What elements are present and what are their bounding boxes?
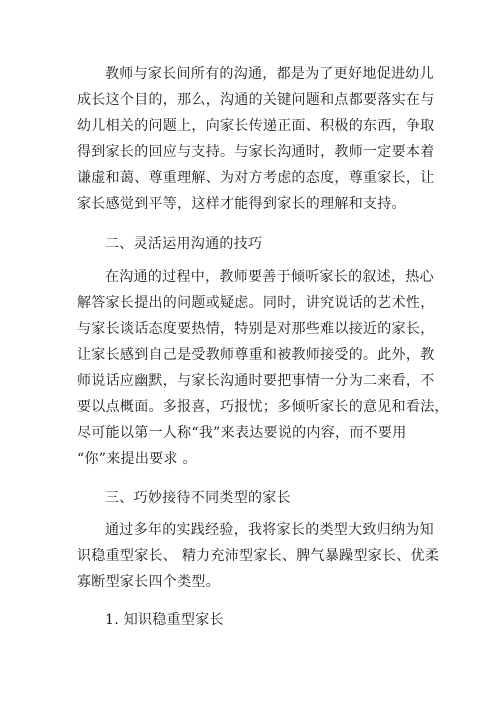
subheading-knowledgeable-steady-parents: 1. 知识稳重型家长 (105, 612, 224, 628)
text-line: 成长这个目的，那么，沟通的关键问题和点都要落实在与 (77, 92, 435, 108)
text-line: 教师与家长间所有的沟通，都是为了更好地促进幼儿 (105, 66, 434, 82)
paragraph-parent-types (77, 517, 440, 595)
text-line: 尽可能以第一人称“我”来表达要说的内容，而不要用 (77, 425, 407, 441)
paragraph-communication-skills (77, 264, 449, 472)
section-heading-communication-skills: 二、灵活运用沟通的技巧 (105, 236, 263, 252)
section-heading-parent-types: 三、巧妙接待不同类型的家长 (105, 490, 291, 506)
text-line: 让家长感到自己是受教师尊重和被教师接受的。此外，教 (77, 347, 435, 363)
text-line: 师说话应幽默，与家长沟通时要把事情一分为二来看，不 (77, 373, 435, 389)
text-line: 寡断型家长四个类型。 (77, 574, 220, 590)
text-line: 谦虚和蔼、尊重理解、为对方考虑的态度，尊重家长，让 (77, 170, 435, 186)
text-line: 幼儿相关的问题上，向家长传递正面、积极的东西，争取 (77, 118, 435, 134)
text-line: 在沟通的过程中，教师要善于倾听家长的叙述，热心 (105, 269, 434, 285)
text-line: 要以点概面。多报喜，巧报忧；多倾听家长的意见和看法， (77, 399, 449, 415)
text-line: 识稳重型家长、 精力充沛型家长、脾气暴躁型家长、优柔 (77, 548, 440, 564)
text-line: 与家长谈话态度要热情，特别是对那些难以接近的家长， (77, 321, 435, 337)
text-line: 解答家长提出的问题或疑虑。同时，讲究说话的艺术性， (77, 295, 435, 311)
paragraph-communication-purpose (77, 61, 437, 217)
text-line: 得到家长的回应与支持。与家长沟通时，教师一定要本着 (77, 144, 435, 160)
text-line: 家长感觉到平等，这样才能得到家长的理解和支持。 (77, 196, 406, 212)
text-line: 通过多年的实践经验，我将家长的类型大致归纳为知 (105, 522, 434, 538)
text-line: “你”来提出要求 。 (77, 451, 197, 467)
